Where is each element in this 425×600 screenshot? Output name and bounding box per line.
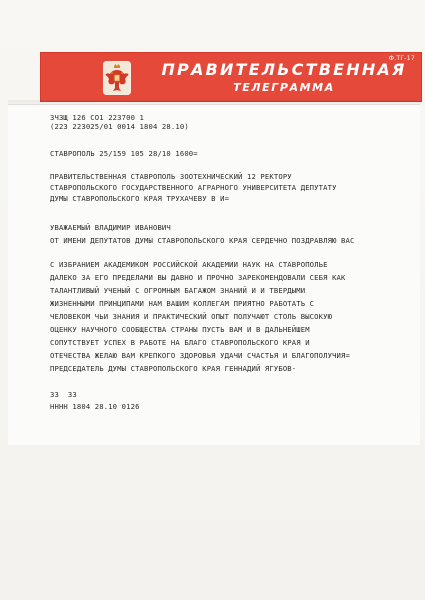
address-line: ПРАВИТЕЛЬСТВЕННАЯ СТАВРОПОЛЬ ЗООТЕХНИЧЕСКИЙ 12 РЕКТОРУ [50,172,292,181]
footer-line: НННН 1804 28.10 0126 [50,402,140,411]
body-line: С ИЗБРАНИЕМ АКАДЕМИКОМ РОССИЙСКОЙ АКАДЕМИИ НАУК НА СТАВРОПОЛЬЕ [50,260,328,269]
footer-line: ЗЗ ЗЗ [50,390,77,399]
greeting-line: УВАЖАЕМЫЙ ВЛАДИМИР ИВАНОВИЧ [50,223,171,232]
coat-of-arms-icon [103,61,131,95]
service-line: ЗЧЗЩ 126 СО1 223700 1 [50,113,145,122]
service-line: (223 223025/01 0014 1804 28.10) [50,122,189,131]
body-line: ОЦЕНКУ НАУЧНОГО СООБЩЕСТВА СТРАНЫ ПУСТЬ ВАМ И В ДАЛЬНЕЙШЕМ [50,325,310,334]
body-line: ТАЛАНТЛИВЫЙ УЧЕНЫЙ С ОГРОМНЫМ БАГАЖОМ ЗНАНИЙ И И ТВЕРДЫМИ [50,286,306,295]
greeting-line: ОТ ИМЕНИ ДЕПУТАТОВ ДУМЫ СТАВРОПОЛЬСКОГО КРАЯ СЕРДЕЧНО ПОЗДРАВЛЯЮ ВАС [50,236,355,245]
signature-line: ПРЕДСЕДАТЕЛЬ ДУМЫ СТАВРОПОЛЬСКОГО КРАЯ ГЕННАДИЙ ЯГУБОВ- [50,364,297,373]
address-line: СТАВРОПОЛЬСКОГО ГОСУДАРСТВЕННОГО АГРАРНОГО УНИВЕРСИТЕТА ДЕПУТАТУ [50,183,337,192]
tape-fold-shadow [8,100,420,106]
header-title: ПРАВИТЕЛЬСТВЕННАЯ [161,60,407,79]
origin-line: СТАВРОПОЛЬ 25/159 105 28/10 1600= [50,149,198,158]
form-code: Ф.ТГ-17 [388,55,415,62]
body-line: ОТЕЧЕСТВА ЖЕЛАЮ ВАМ КРЕПКОГО ЗДОРОВЬЯ УДАЧИ СЧАСТЬЯ И БЛАГОПОЛУЧИЯ= [50,351,350,360]
telegram-header-banner [40,52,422,102]
body-line: ЧЕЛОВЕКОМ ЧЬИ ЗНАНИЯ И ПРАКТИЧЕСКИЙ ОПЫТ ПОЛУЧАЮТ СТОЛЬ ВЫСОКУЮ [50,312,333,321]
address-line: ДУМЫ СТАВРОПОЛЬСКОГО КРАЯ ТРУХАЧЕВУ В И= [50,194,230,203]
header-subtitle: ТЕЛЕГРАММА [233,81,335,94]
body-line: СОПУТСТВУЕТ УСПЕХ В РАБОТЕ НА БЛАГО СТАВРОПОЛЬСКОГО КРАЯ И [50,338,310,347]
body-line: ЖИЗНЕННЫМИ ПРИНЦИПАМИ НАМ ВАШИМ КОЛЛЕГАМ ПРИЯТНО РАБОТАТЬ С [50,299,315,308]
body-line: ДАЛЕКО ЗА ЕГО ПРЕДЕЛАМИ ВЫ ДАВНО И ПРОЧНО ЗАРЕКОМЕНДОВАЛИ СЕБЯ КАК [50,273,346,282]
